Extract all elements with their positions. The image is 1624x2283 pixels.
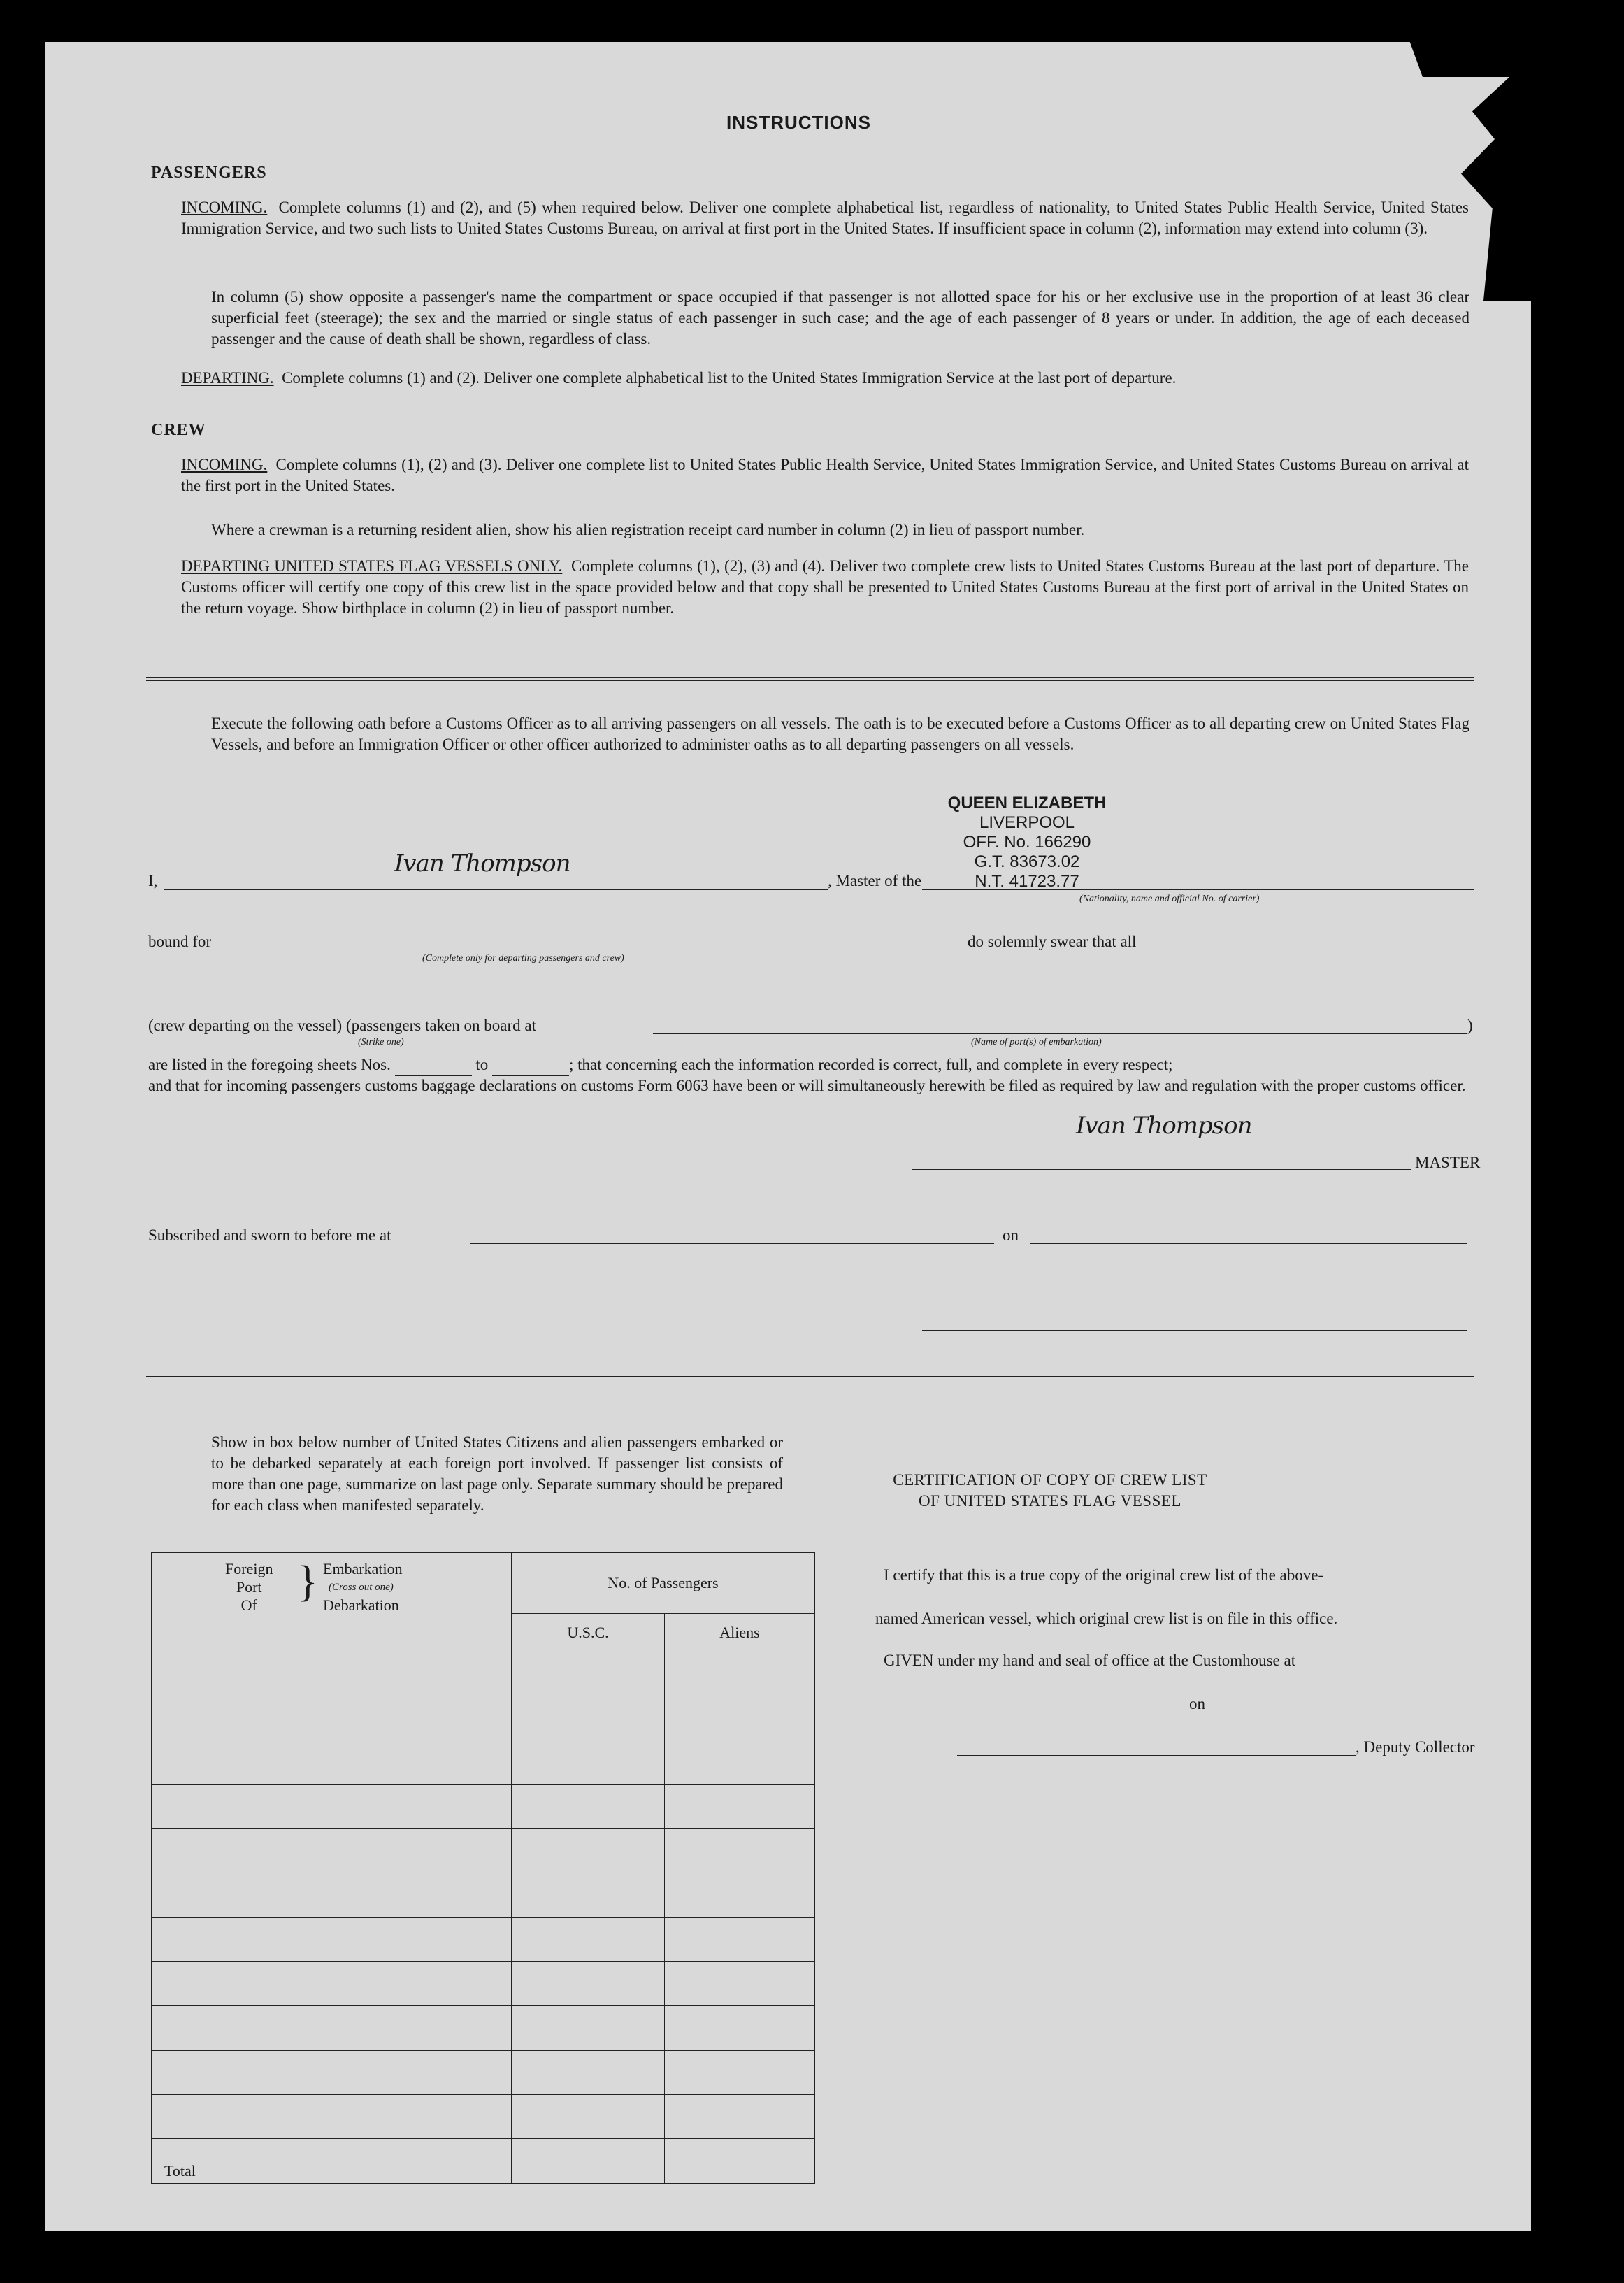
deputy-collector-label: , Deputy Collector — [1356, 1738, 1475, 1756]
table-row — [152, 2006, 815, 2050]
master-signature: Ivan Thompson — [394, 850, 570, 878]
ports-close-paren: ) — [1467, 1017, 1473, 1034]
summary-instructions-text: Show in box below number of United States Citizens and alien passengers embarked or to be debarked separately at each foreign port involved. If passenger list consists of more than one page, summarize on last page only. Separate summary should be prepared for each class when manifested separately. — [211, 1433, 783, 1514]
deputy-collector-line — [957, 1755, 1356, 1756]
aliens-cell[interactable] — [665, 1917, 815, 1961]
table-total-row — [152, 2139, 815, 2184]
master-signature-2: Ivan Thompson — [1076, 1112, 1252, 1140]
cross-out-caption: (Cross out one) — [329, 1582, 394, 1593]
sheet-to-blank — [492, 1054, 569, 1076]
port-header — [225, 1560, 273, 1615]
aliens-cell[interactable] — [665, 2050, 815, 2094]
oath-intro — [211, 713, 1469, 755]
usc-cell[interactable] — [512, 1740, 665, 1784]
debarkation-label: Debarkation — [323, 1596, 399, 1614]
passengers-column5 — [211, 287, 1469, 350]
certification-title-1: CERTIFICATION OF COPY OF CREW LIST — [893, 1471, 1207, 1489]
usc-cell[interactable] — [512, 2095, 665, 2139]
table-row — [152, 1873, 815, 1917]
bound-for-caption: (Complete only for departing passengers and crew) — [422, 953, 624, 964]
crew-incoming-label: INCOMING. — [181, 456, 268, 473]
crew-returning: Where a crewman is a returning resident alien, show his alien registration receipt card number in column (2) in lieu of passport number. — [211, 521, 1085, 538]
crew-departing — [181, 556, 1469, 619]
usc-cell[interactable] — [512, 1696, 665, 1740]
passengers-departing — [181, 368, 1469, 389]
aliens-cell[interactable] — [665, 1740, 815, 1784]
passengers-incoming-text: Complete columns (1) and (2), and (5) when required below. Deliver one complete alphabetical list, regardless of nationality, to United States Public Health Service, United States Immigration Service, and two such lists to United States Customs Bureau, on arrival at first port in the United States. If insufficient space in column (2), information may extend into column (3). — [181, 199, 1469, 237]
certification-text-1: I certify that this is a true copy of the original crew list of the above- — [884, 1566, 1324, 1584]
certification-on-label: on — [1189, 1695, 1205, 1712]
strike-one-caption: (Strike one) — [358, 1037, 404, 1047]
certification-text-3: GIVEN under my hand and seal of office at the Customhouse at — [884, 1652, 1296, 1669]
aliens-header: Aliens — [665, 1613, 815, 1652]
aliens-total-cell[interactable] — [665, 2139, 815, 2184]
listed-text-to: to — [475, 1056, 489, 1073]
port-header-of: Of — [240, 1596, 257, 1614]
crew-heading: CREW — [151, 421, 206, 439]
stamp-line-gt: G.T. 83673.02 — [974, 852, 1080, 871]
embark-header — [323, 1560, 403, 1615]
total-label: Total — [152, 2139, 512, 2184]
certification-text-2: named American vessel, which original crew list is on file in this office. — [875, 1610, 1338, 1627]
listed-sheets — [148, 1054, 1469, 1076]
table-header-row — [152, 1553, 815, 1614]
stamp-line-port: LIVERPOOL — [979, 813, 1075, 832]
divider-middle — [146, 1376, 1474, 1380]
certification-title — [875, 1470, 1225, 1512]
port-cell[interactable] — [152, 1740, 512, 1784]
torn-corner — [1407, 42, 1531, 77]
crew-incoming-text: Complete columns (1), (2) and (3). Deliver one complete list to United States Public Health Service, United States Immigration Service, and United States Customs Bureau on arrival at the first port in the United States. — [181, 456, 1469, 494]
port-cell[interactable] — [152, 2050, 512, 2094]
port-cell[interactable] — [152, 1652, 512, 1696]
port-header-port: Port — [236, 1578, 262, 1596]
port-cell[interactable] — [152, 2095, 512, 2139]
aliens-cell[interactable] — [665, 2095, 815, 2139]
swear-text: do solemnly swear that all — [968, 933, 1137, 950]
usc-cell[interactable] — [512, 1828, 665, 1873]
vessel-stamp — [922, 794, 1132, 892]
table-row — [152, 1696, 815, 1740]
passengers-header: No. of Passengers — [512, 1553, 815, 1614]
usc-cell[interactable] — [512, 1784, 665, 1828]
port-cell[interactable] — [152, 2006, 512, 2050]
passengers-column5-text: In column (5) show opposite a passenger's name the compartment or space occupied if that passenger is not allotted space for his or her exclusive use in the proportion of at least 36 clear superficial feet (steerage); the sex and the married or single status of each passenger in such case; and the age of each passenger of 8 years or under. In addition, the age of each deceased passenger and the cause of death shall be shown, regardless of class. — [211, 288, 1469, 348]
master-name-line — [164, 889, 828, 890]
aliens-cell[interactable] — [665, 1962, 815, 2006]
table-row — [152, 2050, 815, 2094]
stamp-line-name: QUEEN ELIZABETH — [947, 794, 1107, 813]
document-page — [45, 42, 1531, 2231]
usc-cell[interactable] — [512, 1962, 665, 2006]
passenger-summary-table — [151, 1552, 815, 2184]
listed-text-a: are listed in the foregoing sheets Nos. — [148, 1056, 391, 1073]
bound-for-label: bound for — [148, 933, 212, 950]
listed-customs — [148, 1075, 1469, 1096]
stamp-line-nt: N.T. 41723.77 — [975, 872, 1079, 891]
listed-text-b: ; that concerning each the information recorded is correct, full, and complete in every respect; — [568, 1056, 1173, 1073]
summary-instructions — [211, 1432, 783, 1516]
port-cell[interactable] — [152, 1962, 512, 2006]
table-row — [152, 1784, 815, 1828]
aliens-cell[interactable] — [665, 1828, 815, 1873]
table-row — [152, 1740, 815, 1784]
port-cell[interactable] — [152, 1828, 512, 1873]
aliens-cell[interactable] — [665, 1652, 815, 1696]
listed-customs-text: and that for incoming passengers customs baggage declarations on customs Form 6063 have been or will simultaneously herewith be filed as required by law and regulation with the proper customs officer. — [148, 1077, 1466, 1094]
port-cell[interactable] — [152, 1873, 512, 1917]
ports-line — [653, 1033, 1467, 1034]
passengers-departing-label: DEPARTING. — [181, 369, 274, 387]
usc-cell[interactable] — [512, 1917, 665, 1961]
usc-header: U.S.C. — [512, 1613, 665, 1652]
embarkation-label: Embarkation — [323, 1560, 403, 1577]
port-cell[interactable] — [152, 1696, 512, 1740]
port-cell[interactable] — [152, 1917, 512, 1961]
page-title: INSTRUCTIONS — [726, 112, 871, 133]
subscribed-label: Subscribed and sworn to before me at — [148, 1226, 391, 1244]
torn-edge — [1450, 70, 1531, 301]
subscribed-on-label: on — [1003, 1226, 1019, 1244]
usc-cell[interactable] — [512, 2050, 665, 2094]
vessel-name-line — [922, 889, 1474, 890]
master-of-label: , Master of the — [828, 872, 922, 889]
table-row — [152, 2095, 815, 2139]
usc-cell[interactable] — [512, 1873, 665, 1917]
table-row — [152, 1962, 815, 2006]
port-header-cell — [152, 1553, 512, 1652]
stamp-line-official: OFF. No. 166290 — [963, 833, 1091, 852]
usc-cell[interactable] — [512, 1652, 665, 1696]
port-header-foreign: Foreign — [225, 1560, 273, 1577]
aliens-cell[interactable] — [665, 2006, 815, 2050]
crew-departing-label: DEPARTING UNITED STATES FLAG VESSELS ONLY. — [181, 557, 563, 575]
crew-incoming — [181, 455, 1469, 496]
vessel-caption: (Nationality, name and official No. of carrier) — [1079, 894, 1260, 904]
aliens-cell[interactable] — [665, 1696, 815, 1740]
subscribed-date-line — [1030, 1243, 1467, 1244]
certification-title-2: OF UNITED STATES FLAG VESSEL — [919, 1492, 1181, 1510]
usc-cell[interactable] — [512, 2006, 665, 2050]
master-signature-line — [912, 1169, 1411, 1170]
table-row — [152, 1828, 815, 1873]
table-row — [152, 1652, 815, 1696]
aliens-cell[interactable] — [665, 1784, 815, 1828]
officer-line-2 — [922, 1330, 1467, 1331]
passengers-heading: PASSENGERS — [151, 164, 267, 182]
aliens-cell[interactable] — [665, 1873, 815, 1917]
master-label: MASTER — [1415, 1154, 1481, 1171]
ports-caption: (Name of port(s) of embarkation) — [971, 1037, 1102, 1047]
divider-top — [146, 677, 1474, 681]
crew-departing-oath: (crew departing on the vessel) (passengers taken on board at — [148, 1017, 536, 1034]
i-label: I, — [148, 872, 158, 889]
sheet-from-blank — [395, 1054, 472, 1076]
subscribed-place-line — [470, 1243, 994, 1244]
oath-intro-text: Execute the following oath before a Customs Officer as to all arriving passengers on all vessels. The oath is to be executed before a Customs Officer as to all departing crew on United States Flag Vessels, and before an Immigration Officer or other officer authorized to administer oaths as to all departing passengers on all vessels. — [211, 715, 1469, 753]
usc-total-cell[interactable] — [512, 2139, 665, 2184]
passengers-departing-text: Complete columns (1) and (2). Deliver one complete alphabetical list to the United States Immigration Service at the last port of departure. — [282, 369, 1177, 387]
passengers-incoming-label: INCOMING. — [181, 199, 268, 216]
passengers-incoming — [181, 197, 1469, 239]
brace-icon: } — [297, 1558, 318, 1605]
port-cell[interactable] — [152, 1784, 512, 1828]
crew-departing-text: Complete columns (1), (2), (3) and (4). Deliver two complete crew lists to United States Customs Bureau at the last port of departure. The Customs officer will certify one copy of this crew list in the space provided below and that copy shall be presented to United States Customs Bureau at the first port of arrival in the United States on the return voyage. Show birthplace in column (2) in lieu of passport number. — [181, 557, 1469, 617]
table-row — [152, 1917, 815, 1961]
